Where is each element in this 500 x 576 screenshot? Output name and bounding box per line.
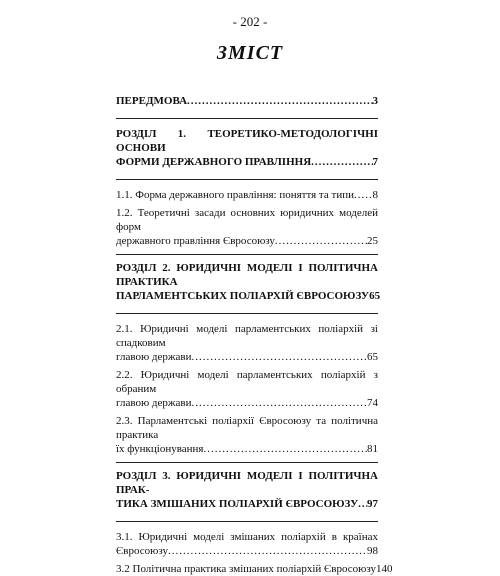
toc-section-3[interactable] — [116, 469, 378, 511]
toc-entry-line: ТИКА ЗМІШАНИХ ПОЛІАРХІЙ ЄВРОСОЮЗУ — [116, 498, 359, 510]
toc-item-3-2[interactable] — [116, 562, 393, 576]
toc-page-number: 65 — [369, 290, 381, 302]
toc-entry-text: 3.2 Політична практика змішаних поліархій Євросоюзу — [116, 563, 376, 575]
toc-page-number: 74 — [367, 397, 378, 409]
toc-entry-line: 2.1. Юридичні моделі парламентських поліархій зі спадковим — [116, 323, 378, 349]
toc-entry-line: РОЗДІЛ 3. ЮРИДИЧНІ МОДЕЛІ І ПОЛІТИЧНА ПРАК- — [116, 470, 378, 496]
dot-leader — [203, 442, 367, 456]
table-of-contents — [116, 90, 393, 576]
separator-line — [116, 462, 378, 463]
dot-leader — [311, 155, 372, 169]
dot-leader — [354, 188, 373, 202]
dot-leader — [358, 497, 367, 511]
toc-entry-line: 2.2. Юридичні моделі парламентських поліархій з обраним — [116, 369, 378, 395]
toc-item-3-1[interactable] — [116, 530, 378, 558]
toc-entry-preface[interactable] — [116, 94, 378, 108]
page-number: - 202 - — [232, 14, 268, 29]
toc-entry-line: 2.3. Парламентські поліархії Євросоюзу та політична практика — [116, 415, 378, 441]
toc-item-1-2[interactable] — [116, 206, 378, 248]
toc-page-number: 140 — [375, 563, 393, 575]
toc-section-2[interactable] — [116, 261, 381, 303]
toc-entry-line: державного правління Євросоюзу — [116, 235, 275, 247]
dot-leader — [275, 234, 367, 248]
toc-entry-line: главою держави — [116, 397, 192, 409]
toc-entry-line: 3.1. Юридичні моделі змішаних поліархій в країнах — [116, 531, 378, 543]
toc-entry-line: їх функціонування — [116, 443, 204, 455]
toc-entry-line: РОЗДІЛ 2. ЮРИДИЧНІ МОДЕЛІ І ПОЛІТИЧНА ПРАКТИКА — [116, 262, 378, 288]
toc-page-number: 7 — [372, 156, 378, 168]
toc-entry-line: ФОРМИ ДЕРЖАВНОГО ПРАВЛІННЯ — [116, 156, 312, 168]
separator-line — [116, 521, 378, 522]
toc-entry-line: РОЗДІЛ 1. ТЕОРЕТИКО-МЕТОДОЛОГІЧНІ ОСНОВИ — [116, 128, 378, 154]
separator-line — [116, 313, 378, 314]
dot-leader — [191, 350, 367, 364]
toc-section-1[interactable] — [116, 127, 378, 169]
dot-leader — [187, 94, 372, 108]
toc-entry-line: ПАРЛАМЕНТСЬКИХ ПОЛІАРХІЙ ЄВРОСОЮЗУ — [116, 290, 370, 302]
dot-leader — [168, 544, 367, 558]
toc-page-number: 8 — [372, 189, 378, 201]
toc-entry-text: 1.1. Форма державного правління: поняття та типи — [116, 189, 354, 201]
toc-entry-line: Євросоюзу — [116, 545, 168, 557]
toc-page-number: 25 — [367, 235, 378, 247]
toc-page-number: 97 — [367, 498, 378, 510]
toc-page-number: 65 — [367, 351, 378, 363]
separator-line — [116, 118, 378, 119]
toc-item-1-1[interactable] — [116, 188, 378, 202]
separator-line — [116, 254, 378, 255]
toc-item-2-1[interactable] — [116, 322, 378, 364]
toc-page-number: 98 — [367, 545, 378, 557]
toc-item-2-2[interactable] — [116, 368, 378, 410]
toc-entry-line: главою держави — [116, 351, 192, 363]
page-title: ЗМІСТ — [216, 42, 284, 64]
toc-entry-text: ПЕРЕДМОВА — [116, 95, 188, 107]
toc-entry-line: 1.2. Теоретичні засади основних юридичних моделей форм — [116, 207, 378, 233]
dot-leader — [191, 396, 367, 410]
toc-page-number: 81 — [367, 443, 378, 455]
toc-page-number: 3 — [372, 95, 378, 107]
toc-item-2-3[interactable] — [116, 414, 378, 456]
separator-line — [116, 179, 378, 180]
